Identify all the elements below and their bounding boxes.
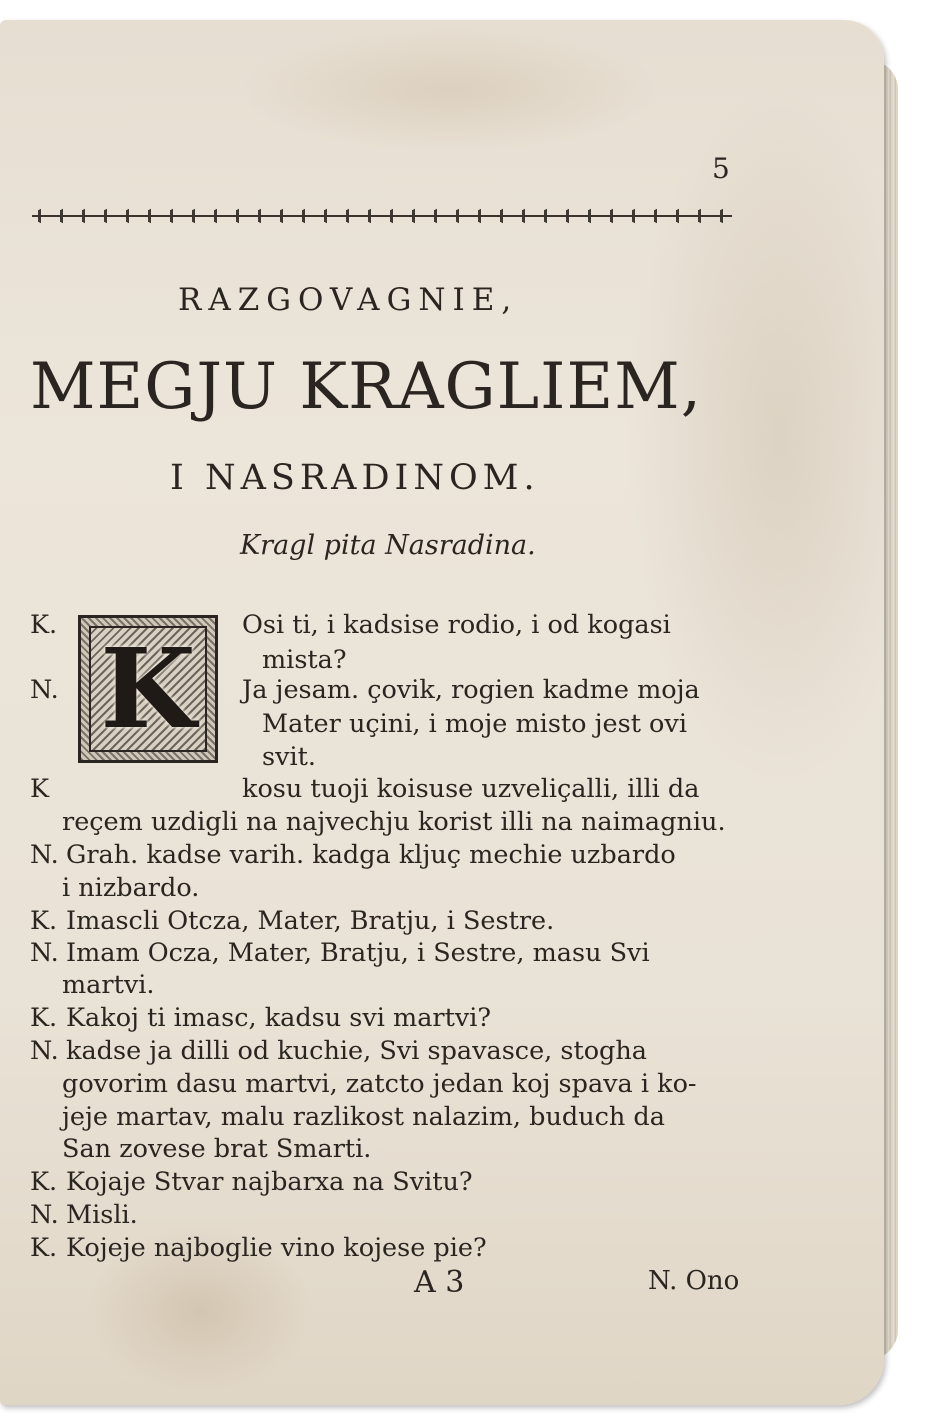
drop-cap-frame	[89, 626, 207, 752]
speaker-label: N.	[30, 675, 59, 705]
text-line: mista?	[262, 645, 347, 675]
text-line: martvi.	[62, 970, 155, 1000]
text-line: govorim dasu martvi, zatcto jedan koj spava i ko-	[62, 1069, 697, 1099]
title-line-3: I NASRADINOM.	[170, 458, 540, 498]
text-line: Imascli Otcza, Mater, Bratju, i Sestre.	[66, 906, 555, 936]
speaker-label: K.	[30, 1167, 58, 1197]
speaker-label: K.	[30, 906, 58, 936]
drop-cap-letter: K	[100, 624, 196, 753]
text-line: Ja jesam. çovik, rogien kadme moja	[242, 675, 700, 705]
signature-mark: A 3	[414, 1265, 465, 1300]
title-line-1: RAZGOVAGNIE,	[178, 282, 519, 318]
text-line: Osi ti, i kadsise rodio, i od kogasi	[242, 610, 671, 640]
speaker-label: K.	[30, 1003, 58, 1033]
speaker-label: N.	[30, 1200, 59, 1230]
text-line: Imam Ocza, Mater, Bratju, i Sestre, masu Svi	[66, 938, 650, 968]
text-line: Grah. kadse varih. kadga kljuç mechie uzbardo	[66, 840, 676, 870]
text-line: Kojaje Stvar najbarxa na Svitu?	[66, 1167, 473, 1197]
text-line: Kojeje najboglie vino kojese pie?	[66, 1233, 487, 1263]
text-line: reçem uzdigli na najvechju korist illi na naimagniu.	[62, 807, 726, 837]
page-number: 5	[712, 152, 730, 185]
text-line: kadse ja dilli od kuchie, Svi spavasce, stogha	[66, 1036, 648, 1066]
speaker-label: N.	[30, 840, 59, 870]
text-line: Kakoj ti imasc, kadsu svi martvi?	[66, 1003, 492, 1033]
drop-cap-woodcut	[78, 615, 218, 763]
ornament-rule	[32, 215, 732, 217]
speaker-label: N.	[30, 1036, 59, 1066]
title-line-2: MEGJU KRAGLIEM,	[30, 350, 703, 424]
text-line: svit.	[262, 742, 317, 772]
text-line: i nizbardo.	[62, 873, 200, 903]
text-line: kosu tuoji koisuse uzveliçalli, illi da	[242, 774, 700, 804]
speaker-label: K.	[30, 1233, 58, 1263]
speaker-label: K.	[30, 610, 58, 640]
catchword: N. Ono	[648, 1266, 740, 1296]
text-line: jeje martav, malu razlikost nalazim, buduch da	[62, 1102, 665, 1132]
speaker-label: N.	[30, 938, 59, 968]
text-line: Mater uçini, i moje misto jest ovi	[262, 709, 687, 739]
book-page	[0, 20, 884, 1405]
text-line: San zovese brat Smarti.	[62, 1134, 372, 1164]
subtitle: Kragl pita Nasradina.	[240, 530, 536, 561]
speaker-label: K	[30, 774, 50, 804]
text-line: Misli.	[66, 1200, 138, 1230]
